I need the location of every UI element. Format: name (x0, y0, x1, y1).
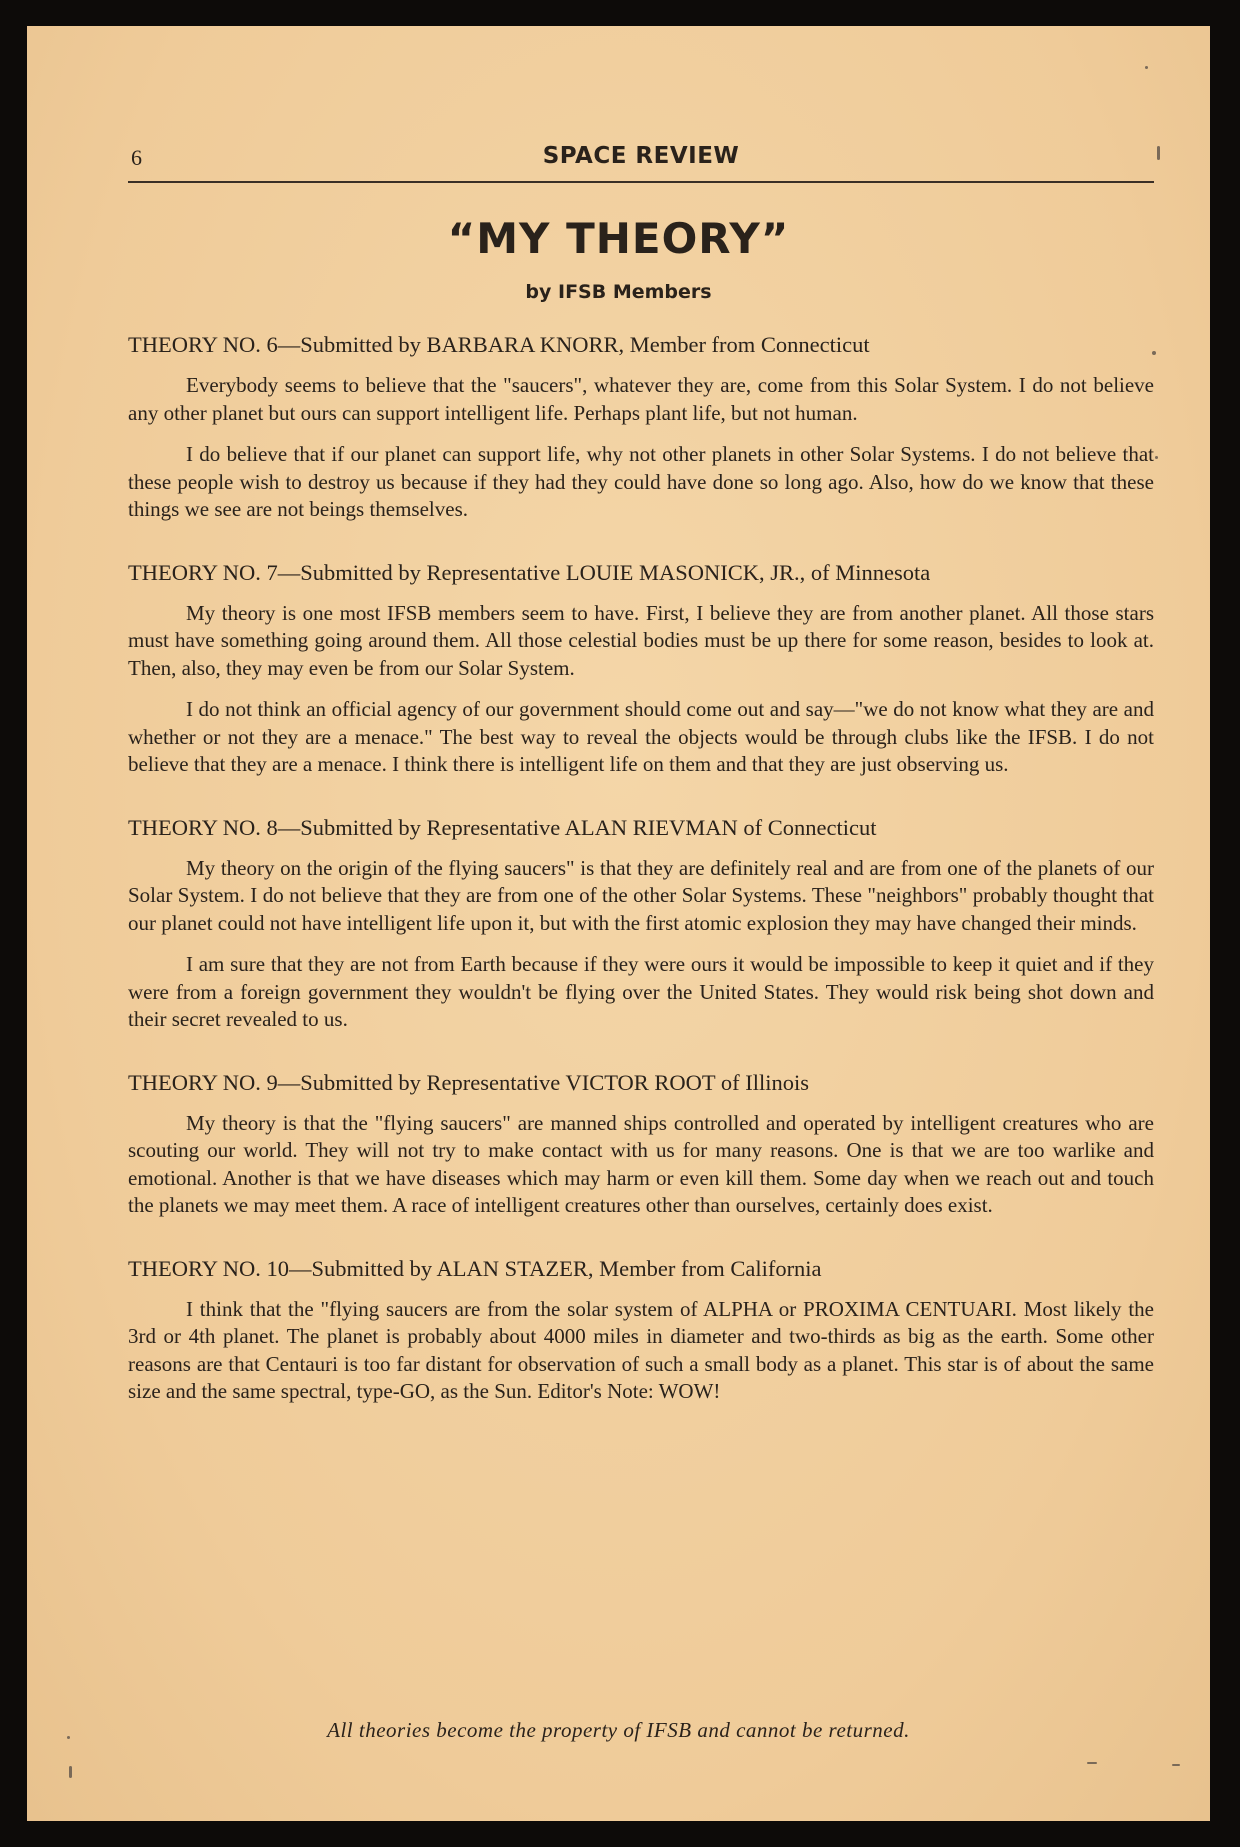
scan-speck (1172, 1764, 1180, 1766)
theory-paragraph: My theory is one most IFSB members seem to have. First, I believe they are from another planet. All those stars must have something going around them. All those celestial bodies must be up there for some reason, besides to look at. Then, also, they may even be from our Solar System. (128, 600, 1154, 680)
page-number: 6 (131, 145, 142, 170)
scan-speck (1152, 351, 1156, 355)
scan-speck (1145, 66, 1148, 69)
theory-heading: THEORY NO. 9—Submitted by Representative VICTOR ROOT of Illinois (128, 1069, 810, 1095)
scan-speck (1155, 456, 1158, 459)
theory-heading: THEORY NO. 6—Submitted by BARBARA KNORR, Member from Connecticut (128, 332, 870, 357)
scan-speck (69, 1766, 72, 1778)
journal-title: SPACE REVIEW (542, 143, 740, 169)
theory-paragraph: I am sure that they are not from Earth because if they were ours it would be impossible to keep it quiet and if they were from a foreign government they wouldn't be flying over the United States. They would risk being shot down and their secret revealed to us. (128, 952, 1154, 1031)
theory-paragraph: Everybody seems to believe that the "saucers", whatever they are, come from this Solar System. I do not believe any other planet but ours can support intelligent life. Perhaps plant life, but not human. (128, 373, 1154, 425)
scan-speck (1157, 146, 1160, 160)
theory-paragraph: My theory on the origin of the flying saucers" is that they are definitely real and are from one of the planets of our Solar System. I do not believe that they are from one of the other Solar Systems. These "neighbors" probably thought that our planet could not have intelligent life upon it, but with the first atomic explosion they may have changed their minds. (128, 855, 1154, 935)
theory-heading: THEORY NO. 10—Submitted by ALAN STAZER, Member from California (128, 1255, 822, 1281)
theory-8 (128, 813, 1154, 1034)
theory-paragraph: I do believe that if our planet can support life, why not other planets in other Solar Systems. I do not believe that these people wish to destroy us because if they had they could have done so long ago. Also, how do we know that these things we see are not beings themselves. (128, 442, 1154, 521)
article-title: “MY THEORY” (447, 214, 790, 263)
theory-7 (128, 558, 1154, 779)
article-body (128, 330, 1154, 1440)
theory-10 (128, 1254, 1154, 1406)
theory-paragraph: I do not think an official agency of our government should come out and say—"we do not know what they are and whether or not they are a menace." The best way to reveal the objects would be through clubs like the IFSB. I do not believe that they are a menace. I think there is intelligent life on them and that they are just observing us. (128, 697, 1154, 776)
theory-heading: THEORY NO. 8—Submitted by Representative ALAN RIEVMAN of Connecticut (128, 814, 877, 840)
running-head (128, 121, 1154, 183)
scan-speck (67, 1736, 70, 1739)
scan-speck (1087, 1762, 1097, 1764)
theory-heading: THEORY NO. 7—Submitted by Representative LOUIE MASONICK, JR., of Minnesota (128, 559, 931, 585)
footer-note: All theories become the property of IFSB and cannot be returned. (327, 1718, 910, 1742)
article-byline: by IFSB Members (525, 281, 712, 303)
theory-9 (128, 1068, 1154, 1220)
document-page (27, 26, 1210, 1821)
theory-6 (128, 330, 1154, 524)
theory-paragraph: I think that the "flying saucers are from the solar system of ALPHA or PROXIMA CENTUARI. Most likely the 3rd or 4th planet. The planet is probably about 4000 miles in diameter and two-thirds as big as the earth. Some other reasons are that Centauri is too far distant for observation of such a small body as a planet. This star is of about the same size and the same spectral, type-GO, as the Sun. Editor's Note: WOW! (128, 1296, 1154, 1403)
theory-paragraph: My theory is that the "flying saucers" are manned ships controlled and operated by intelligent creatures who are scouting our world. They will not try to make contact with us for many reasons. One is that we are too warlike and emotional. Another is that we have diseases which may harm or even kill them. Some day when we reach out and touch the planets we may meet them. A race of intelligent creatures other than ourselves, certainly does exist. (128, 1110, 1154, 1217)
